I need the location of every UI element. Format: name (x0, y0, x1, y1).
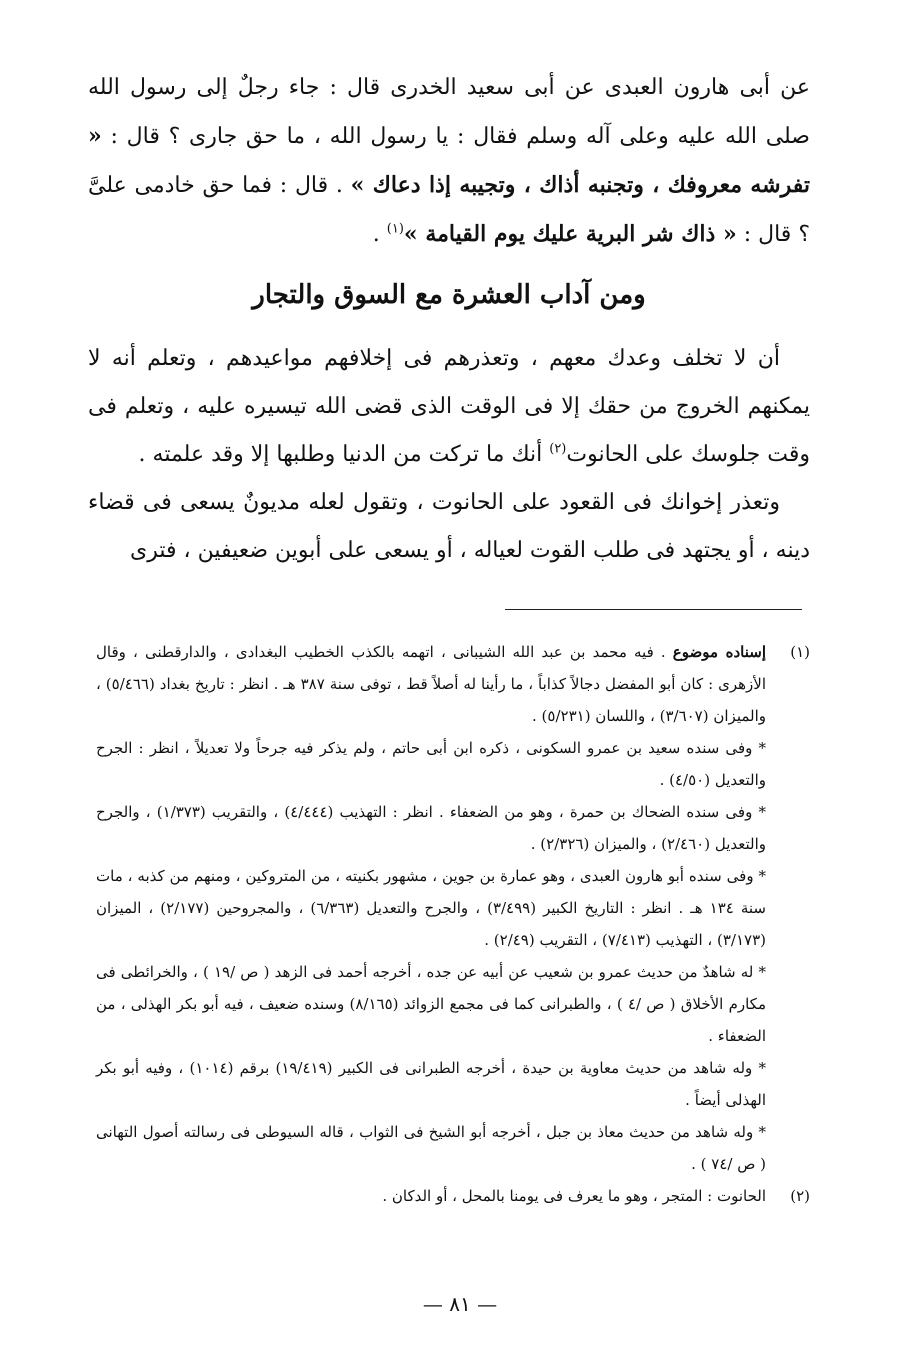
paragraph-text-a: أن لا تخلف وعدك معهم ، وتعذرهم فى إخلافهم مواعيدهم ، وتعلم أنه لا يمكنهم الخروج من حقك إلا فى الوقت الذى قضى الله تيسيره عليه ، وتعلم فى وقت جلوسك على الحانوت (88, 346, 810, 467)
footnote-sub-1: * وفى سنده سعيد بن عمرو السكونى ، ذكره ابن أبى حاتم ، ولم يذكر فيه جرحاً ولا تعديلاً ، انظر : الجرح والتعديل (٤/٥٠) . (96, 739, 766, 789)
footnote-number: (١) (790, 643, 810, 661)
footnote-text: الحانوت : المتجر ، وهو ما يعرف فى يومنا بالمحل ، أو الدكان . (382, 1187, 766, 1205)
paragraph-excuse-brothers: وتعذر إخوانك فى القعود على الحانوت ، وتقول لعله مديونٌ يسعى فى قضاء دينه ، أو يجتهد فى طلب القوت لعياله ، أو يسعى على أبوين ضعيفين ، فترى (88, 490, 810, 563)
paragraph-market-etiquette (88, 335, 810, 479)
footnote-number: (٢) (790, 1187, 810, 1205)
footnote-sub-2: * وفى سنده الضحاك بن حمرة ، وهو من الضعفاء . انظر : التهذيب (٤/٤٤٤) ، والتقريب (١/٣٧٣) ، والجرح والتعديل (٢/٤٦٠) ، والميزان (٢/٣٢٦) . (96, 803, 766, 853)
footnote-text: . فيه محمد بن عبد الله الشيبانى ، اتهمه بالكذب الخطيب البغدادى ، والدارقطنى ، وقال الأزهرى : كان أبو المفضل دجالاً كذاباً ، ما رأينا له أصلاً قط ، توفى سنة ٣٨٧ هـ . انظر : تاريخ بغداد (٥/٤٦٦) ، والميزان (٣/٦٠٧) ، واللسان (٥/٢٣١) . (96, 643, 766, 725)
hadith-middle: . قال : فما حق خادمى علىَّ ؟ قال : (88, 173, 810, 247)
footnote-sub-6: * وله شاهد من حديث معاذ بن جبل ، أخرجه أبو الشيخ فى الثواب ، قاله السيوطى فى رسالته أصول التهانى ( ص /٧٤ ) . (96, 1123, 766, 1173)
paragraph-hadith (88, 64, 810, 259)
footnote-ref-2: (٢) (549, 441, 567, 457)
hadith-quote-2: « ذاك شر البرية عليك يوم القيامة » (403, 221, 737, 247)
paragraph-text-b: أنك ما تركت من الدنيا وطلبها إلا وقد علمته . (138, 442, 550, 467)
footnote-ref-1: (١) (386, 221, 404, 237)
footnote-sub-4: * له شاهدٌ من حديث عمرو بن شعيب عن أبيه عن جده ، أخرجه أحمد فى الزهد ( ص /١٩ ) ، والخرائطى فى مكارم الأخلاق ( ص /٤ ) ، والطبرانى كما فى مجمع الزوائد (٨/١٦٥) وسنده ضعيف ، فيه أبو بكر الهذلى ، من الضعفاء . (96, 963, 767, 1045)
section-heading: ومن آداب العشرة مع السوق والتجار (252, 280, 646, 310)
footnote-sub-3: * وفى سنده أبو هارون العبدى ، وهو عمارة بن جوين ، مشهور بكنيته ، من المتروكين ، ومنهم من كذبه ، مات سنة ١٣٤ هـ . انظر : التاريخ الكبير (٣/٤٩٩) ، والجرح والتعديل (٦/٣٦٣) ، والمجروحين (٢/١٧٧) ، الميزان (٣/١٧٣) ، التهذيب (٧/٤١٣) ، التقريب (٢/٤٩) . (96, 867, 766, 949)
hadith-intro: عن أبى هارون العبدى عن أبى سعيد الخدرى قال : جاء رجلٌ إلى رسول الله صلى الله عليه وعلى آله وسلم فقال : يا رسول الله ، ما حق جارى ؟ قال : (88, 75, 810, 149)
page-number: — ٨١ — (422, 1292, 498, 1316)
footnote-verdict: إسناده موضوع (672, 643, 766, 661)
footnotes (96, 636, 810, 1212)
footnote-sub-5: * وله شاهد من حديث معاوية بن حيدة ، أخرجه الطبرانى فى الكبير (١٩/٤١٩) برقم (١٠١٤) ، وفيه أبو بكر الهذلى أيضاً . (96, 1059, 766, 1109)
footnote-2 (96, 1180, 810, 1212)
main-text (88, 64, 810, 575)
hadith-end: . (372, 222, 387, 247)
footnote-divider (505, 609, 802, 610)
footnote-1 (96, 636, 810, 732)
hadith-quote-1: « تفرشه معروفك ، وتجنبه أذاك ، وتجيبه إذا دعاك » (88, 123, 811, 198)
